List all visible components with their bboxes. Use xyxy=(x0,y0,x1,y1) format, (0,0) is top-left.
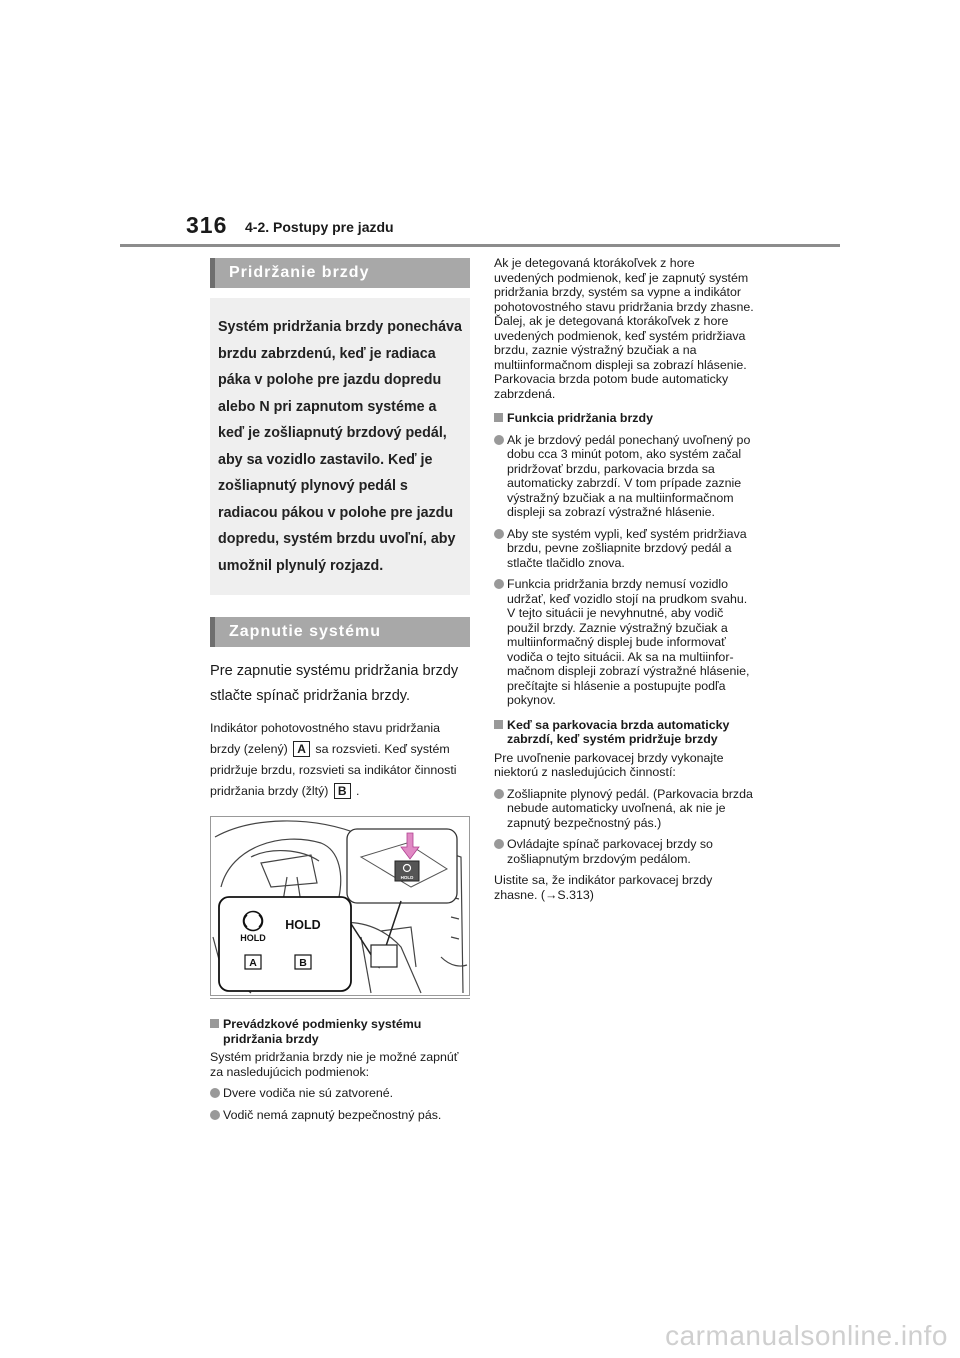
left-column xyxy=(210,258,470,1122)
square-bullet-icon xyxy=(494,720,503,729)
round-bullet-icon xyxy=(494,789,504,799)
list-item: Funkcia pridržania brzdy nemusí vozidlo udržať, keď vozidlo stojí na prudkom svahu. V tejto situácii je nevyhnutné, aby vodič použil brzdy. Zaznie výstražný bzučiak a multiinformačný displej bude informovať vodiča o tejto situácii. Ak sa na multiinformačnom displeji zobrazí výstražné hlásenie, prečítajte si hlásenie a postupujte podľa pokynov. xyxy=(494,577,756,708)
right-column xyxy=(494,256,756,902)
round-bullet-icon xyxy=(494,435,504,445)
instruction-text: Pre zapnutie systému pridržania brzdy stlačte spínač pridržania brzdy. xyxy=(210,663,459,704)
round-bullet-icon xyxy=(210,1110,220,1120)
square-bullet-icon xyxy=(494,413,503,422)
page-number: 316 xyxy=(186,212,228,238)
indicator-text-part2: sa rozsvieti. Keď systém pridržuje brzdu, rozsvieti sa indikátor činnosti pridržania brzdy (žltý) xyxy=(210,742,457,798)
conditions-text: Systém pridržania brzdy nie je možné zapnúť za nasledujúcich podmienok: xyxy=(210,1050,459,1079)
subheading-brake-hold-function: Funkcia pridržania brzdy xyxy=(494,411,756,426)
subheading-parking-brake-auto: Keď sa parkovacia brzda automaticky zabrzdí, keď systém pridržuje brzdy xyxy=(494,718,756,747)
label-a-inline: A xyxy=(293,741,310,757)
indicator-text-part1: Indikátor pohotovostného stavu pridržania brzdy (zelený) xyxy=(210,721,441,756)
indicator-text-end: . xyxy=(356,784,360,798)
watermark: carmanualsonline.info xyxy=(665,1320,948,1351)
subheading-operating-conditions: Prevádzkové podmienky systému pridržania brzdy xyxy=(210,1017,470,1046)
figure-label-b: B xyxy=(299,957,307,969)
round-bullet-icon xyxy=(210,1088,220,1098)
round-bullet-icon xyxy=(494,529,504,539)
illustration-svg xyxy=(211,817,469,995)
list-item: Dvere vodiča nie sú zatvorené. xyxy=(210,1086,470,1101)
console-detail xyxy=(347,829,457,903)
round-bullet-icon xyxy=(494,579,504,589)
release-text: Pre uvoľnenie parkovacej brzdy vykonajte niektorú z nasledujúcich činností: xyxy=(494,750,724,779)
section-heading-turn-on: Zapnutie systému xyxy=(210,617,470,647)
label-b-inline: B xyxy=(334,783,351,799)
section-heading-brake-hold: Pridržanie brzdy xyxy=(210,258,470,288)
hold-large-text: HOLD xyxy=(285,918,321,932)
indicator-callout xyxy=(219,897,351,991)
list-item: Aby ste systém vypli, keď systém pridržiava brzdu, pevne zošliapnite brzdový pedál a stlačte tlačidlo znova. xyxy=(494,527,756,571)
square-bullet-icon xyxy=(210,1019,219,1028)
brake-hold-illustration xyxy=(210,816,470,996)
hold-small-text: HOLD xyxy=(240,933,266,943)
list-item: Ak je brzdový pedál ponechaný uvoľnený po dobu cca 3 minút potom, ako systém začal pridržovať brzdu, parkovacia brzda sa automaticky zabrzdí. V tom prípade zaznie výstražný bzučiak a na multiinformačnom displeji sa zobrazí výstražné hlásenie. xyxy=(494,433,756,520)
list-item: Vodič nemá zapnutý bezpečnostný pás. xyxy=(210,1108,470,1123)
header-rule xyxy=(120,244,840,247)
figure-rule xyxy=(210,998,470,999)
figure-label-a: A xyxy=(249,957,257,969)
round-bullet-icon xyxy=(494,839,504,849)
intro-box: Systém pridržania brzdy ponecháva brzdu zabrzdenú, keď je radiaca páka v polohe pre jazdu dopredu alebo N pri zapnutom systéme a keď je zošliapnutý brzdový pedál, aby sa vozidlo zastavilo. Keď je zošliapnutý plynový pedál s radiacou pákou v polohe pre jazdu dopredu, systém brzdu uvoľní, aby umožnil plynulý rozjazd. xyxy=(210,298,470,595)
chapter-title: 4-2. Postupy pre jazdu xyxy=(245,219,394,235)
list-item: Zošliapnite plynový pedál. (Parkovacia brzda nebude automaticky uvoľnená, ak nie je zapnutý bezpečnostný pás.) xyxy=(494,787,756,831)
closing-text: Uistite sa, že indikátor parkovacej brzdy zhasne. (→S.313) xyxy=(494,873,713,902)
detection-text: Ak je detegovaná ktorákoľvek z hore uvedených podmienok, keď je zapnutý systém pridržania brzdy, systém sa vypne a indikátor pohotovostného stavu pridržania brzdy zhasne. Ďalej, ak je detegovaná ktorákoľvek z hore uvedených podmienok, keď systém pridržiava brzdu, zaznie výstražný bzučiak a na multiinformačnom displeji sa zobrazí hlásenie. Parkovacia brzda potom bude automaticky zabrzdená. xyxy=(494,256,754,401)
console-button-label: HOLD xyxy=(400,875,414,880)
indicator-text xyxy=(210,718,470,802)
list-item: Ovládajte spínač parkovacej brzdy so zošliapnutým brzdovým pedálom. xyxy=(494,837,756,866)
